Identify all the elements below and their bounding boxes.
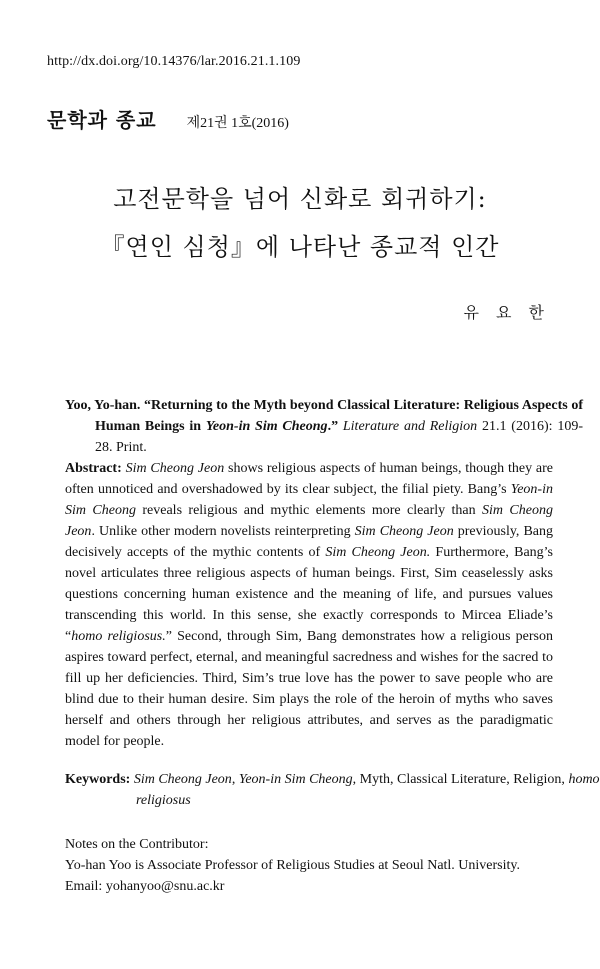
abstract (65, 458, 553, 752)
author-name-korean: 유 요 한 (463, 303, 550, 322)
abstract-italic-1: Sim Cheong Jeon (125, 461, 225, 476)
abstract-text-1: shows religious aspects of human beings, though they are often unnoticed and overshadowed by its clear subject, the filial piety. Bang’s (65, 461, 554, 497)
abstract-italic-4: Sim Cheong Jeon (354, 524, 454, 539)
abstract-italic-3: Sim Cheong Jeon (65, 503, 553, 539)
paper-title (0, 175, 600, 271)
citation-authors: Yoo, Yo-han. (65, 398, 141, 413)
abstract-label: Abstract: (65, 461, 122, 476)
keyword-2: Yeon-in Sim Cheong (238, 772, 353, 787)
abstract-text-3: . Unlike other modern novelists reinterpreting (91, 524, 355, 539)
contributor-notes (65, 834, 553, 897)
abstract-text-6: ” Second, through Sim, Bang demonstrates how a religious person aspires toward perfect, eternal, and meaningful sacredness and wishes for the sacred to fill up her deficiencies. Third, Sim’s true love has the power to save people who are blind due to their human desire. Sim plays the role of the heroin of myths who saves herself and others through her religious attributes, and serves as the paradigmatic model for people. (65, 629, 554, 749)
citation-details: 21.1 (2016): 109-28. Print. (95, 419, 583, 455)
title-line-1: 고전문학을 넘어 신화로 회귀하기: (113, 185, 487, 213)
abstract-italic-6: homo religiosus. (71, 629, 166, 644)
abstract-text-5: Furthermore, Bang’s novel articulates three religious aspects of human beings. First, Sim ceaselessly asks questions concerning human existence and the meaning of life, and pursues values transcending this world. In this sense, she exactly corresponds to Mircea Eliade’s “ (65, 545, 554, 644)
contributor-bio: Yo-han Yoo is Associate Professor of Religious Studies at Seoul Natl. University. (65, 858, 520, 873)
citation-journal: Literature and Religion (342, 419, 478, 434)
keywords-label: Keywords: (65, 772, 131, 787)
abstract-italic-2: Yeon-in Sim Cheong (65, 482, 553, 518)
keyword-separator: , (231, 772, 239, 787)
citation-title-part2: .” (327, 419, 339, 434)
keyword-3: homo religiosus (136, 772, 600, 808)
citation (65, 395, 583, 458)
notes-heading: Notes on the Contributor: (65, 837, 209, 852)
journal-logo: 문학과 종교 (47, 108, 157, 132)
citation-title-italic: Yeon-in Sim Cheong (205, 419, 328, 434)
keyword-1: Sim Cheong Jeon (133, 772, 232, 787)
journal-header (47, 104, 289, 133)
keywords (65, 769, 600, 811)
contributor-email[interactable]: Email: yohanyoo@snu.ac.kr (65, 879, 225, 894)
keywords-rest: , Myth, Classical Literature, Religion, (352, 772, 569, 787)
abstract-italic-5: Sim Cheong Jeon. (325, 545, 431, 560)
doi-link[interactable]: http://dx.doi.org/10.14376/lar.2016.21.1.109 (47, 54, 301, 69)
abstract-text-2: reveals religious and mythic elements more clearly than (135, 503, 483, 518)
abstract-text-4: previously, Bang decisively accepts of the mythic contents of (65, 524, 553, 560)
journal-issue: 제21권 1호(2016) (186, 116, 289, 131)
citation-title-part1: “Returning to the Myth beyond Classical Literature: Religious Aspects of Human Beings in (95, 398, 583, 434)
title-line-2: 『연인 심청』에 나타난 종교적 인간 (100, 233, 500, 261)
